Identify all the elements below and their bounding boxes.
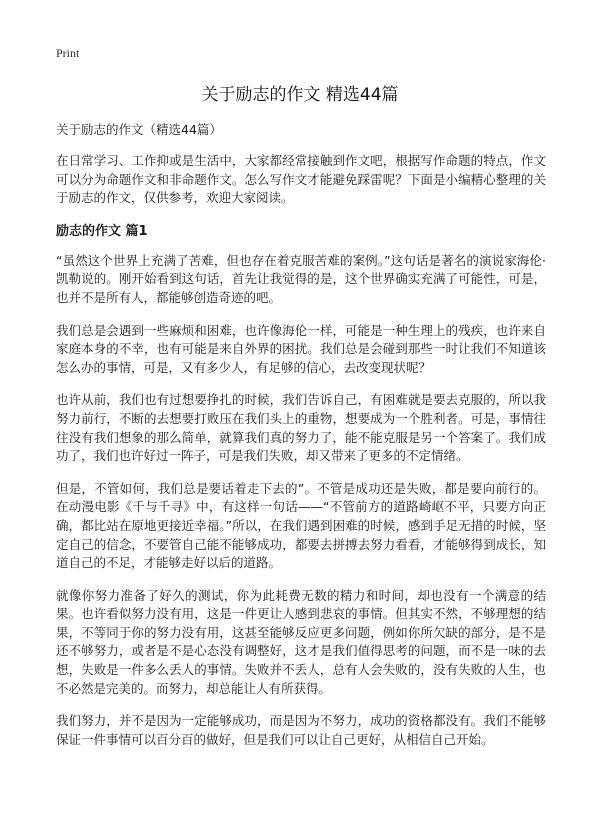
body-paragraph-6: 我们努力，并不是因为一定能够成功，而是因为不努力，成功的资格都没有。我们不能够保证一件事情可以百分百的做好，但是我们可以让自己更好，从相信自己开始。 [56,713,546,747]
document-subtitle: 关于励志的作文（精选44篇） [56,122,222,137]
body-paragraph-2: 我们总是会遇到一些麻烦和困难，也许像海伦一样，可能是一种生理上的残疾，也许来自家庭本身的不幸，也有可能是来自外界的困扰。我们总是会碰到那些一时让我们不知道该怎么办的事情，可是，又有多少人，有足够的信心，去改变现状呢？ [56,322,546,375]
body-paragraph-5: 就像你努力准备了好久的测试，你为此耗费无数的精力和时间，却也没有一个满意的结果。也许看似努力没有用，这是一件更让人感到悲哀的事情。但其实不然，不够理想的结果，不等同于你的努力没有用，这甚至能够反应更多问题，例如你所欠缺的部分，是不是还不够努力，或者是不是心态没有调整好，这才是我们值得思考的问题，而不是一味的去想，失败是一件多么丢人的事情。失败并不丢人，总有人会失败的，没有失败的人生，也不必然是完美的。而努力，却总能让人有所获得。 [56,587,546,696]
intro-paragraph: 在日常学习、工作抑或是生活中，大家都经常接触到作文吧，根据写作命题的特点，作文可以分为命题作文和非命题作文。怎么写作文才能避免踩雷呢？下面是小编精心整理的关于励志的作文，仅供参考，欢迎大家阅读。 [56,153,546,206]
body-paragraph-4: 但是，不管如何，我们总是要话着走下去的”。不管是成功还是失败，都是要向前行的。在动漫电影《千与千寻》中，有这样一句话——“不管前方的道路崎岖不平，只要方向正确，都比站在原地更接近幸福。”所以，在我们遇到困难的时候，感到手足无措的时候，坚定自己的信念，不要管自己能不能够成功，都要去拼搏去努力看看，才能够得到成长，知道自己的不足，才能够走好以后的道路。 [56,480,546,571]
print-link[interactable]: Print [56,46,80,60]
document-body [56,120,546,763]
document-title: 关于励志的作文 精选44篇 [201,85,399,105]
body-paragraph-1: “虽然这个世界上充满了苦难，但也存在着克服苦难的案例。”这句话是著名的演说家海伦·凯勒说的。刚开始看到这句话，首先让我觉得的是，这个世界确实充满了可能性，可是，也并不是所有人，都能够创造奇迹的吧。 [56,252,546,305]
body-paragraph-3: 也许从前，我们也有过想要挣扎的时候，我们告诉自己，有困难就是要去克服的，所以我努力前行，不断的去想要打败压在我们头上的重物，想要成为一个胜利者。可是，事情往往没有我们想象的那么简单，就算我们真的努力了，能不能克服是另一个答案了。我们成功了，我们也许好过一阵子，可是我们失败，却又带来了更多的不定情绪。 [56,392,546,464]
section-heading: 励志的作文 篇1 [56,223,148,239]
